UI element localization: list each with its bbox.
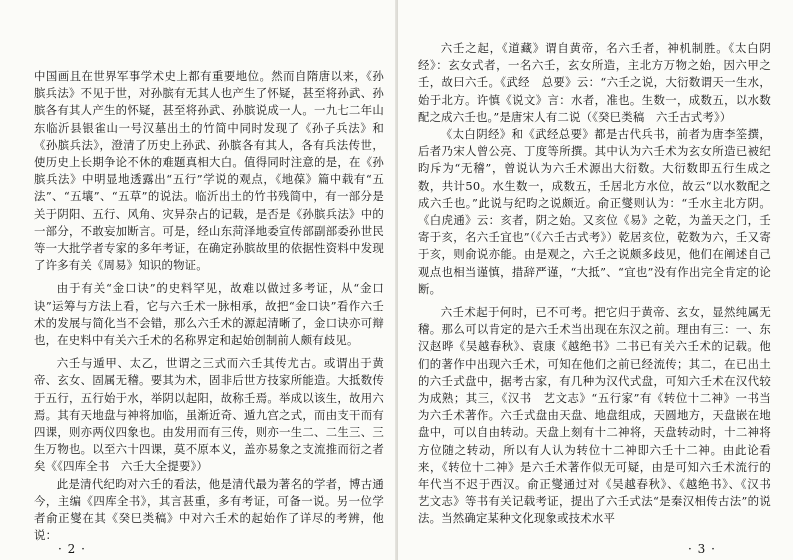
paragraph: 中国画且在世界军事学术史上都有重要地位。然而自隋唐以来，《孙膑兵法》不见于世，对孙膑有无其人也产生了怀疑，甚至将孙武、孙膑各有其人产生的怀疑，甚至将孙武、孙膑说成一人。一九七二年山东临沂县银雀山一号汉墓出土的竹简中同时发现了《孙子兵法》和《孙膑兵法》，澄清了历史上孙武、孙膑各有其人，各有兵法传世，使历史上长期争论不休的难题真相大白。值得同时注意的是，在《孙膑兵法》中明显地透露出“五行”学说的观点，《地葆》篇中载有“五法”、“五壤”、“五草”的说法。临沂出土的竹书残简中，有一部分是关于阴阳、五行、风角、灾异杂占的记载，是否是《孙膑兵法》中的一部分，不敢妄加断言。可是，经山东菏泽地委宣传部副部委孙世民等一大批学者专家的多年考证，在确定孙膑故里的依据性资料中发现了许多有关《周易》知识的物证。	[34, 69, 384, 273]
page-number: · 2 ·	[58, 542, 86, 556]
right-page-text	[418, 40, 783, 528]
paragraph: 六壬与遁甲、太乙，世谓之三式而六壬其传尤古。或谓出于黄帝、玄女、固属无稽。要其为术，固非后世方技家所能造。大抵数传于五行，五行始于水，举阴以起阳，故称壬焉。举成以该生，故用六焉。其有天地盘与神将加临，虽渐近奇、遁九宫之式，而由支干而有四课，则亦两仪四象也。由发用而有三传，则亦一生二、二生三、三生万物也。以至六十四课，莫不原本义，盖亦易象之支流推而衍之者矣《《四库全书 六壬大全提要》）	[34, 356, 384, 474]
left-page-text	[34, 68, 384, 544]
right-page	[398, 0, 793, 560]
paragraph: 由于有关“金口诀”的史料罕见，故难以做过多考证，从“金口诀”运筹与方法上看，它与六壬术一脉相承，故把“金口诀”看作六壬术的发展与简化当不会错，那么六壬术的源起清晰了，金口诀亦可辩也，在史料中有关六壬术的名称界定和起始创制前人颇有歧见。	[34, 281, 384, 348]
paragraph: 六壬之起，《道藏》谓自黄帝，名六壬者，神机制胜。《太白阴经》：玄女式者，一名六壬，玄女所造，主北方万物之始，因六甲之壬，故曰六壬。《武经 总要》云：“六壬之说，大衍数谓天一生水，始于北方。许慎《说文》言：水者，准也。生数一，成数五，以水数配之成六壬也。”是唐宋人有二说（《癸巳类稿 六壬古式考》）	[418, 41, 771, 124]
paragraph: 此是清代纪昀对六壬的看法，他是清代最为著名的学者，博古通今，主编《四库全书》，其言甚重，多有考证，可备一说。另一位学者俞正燮在其《癸巳类稿》中对六壬术的起始作了详尽的考辨，他说：	[34, 476, 384, 543]
paragraph: 《太白阴经》和《武经总要》都是古代兵书，前者为唐李筌撰，后者乃宋人曾公亮、丁度等所撰。其中认为六壬术为玄女所造已被纪昀斥为“无稽”，曾说认为六壬术源出大衍数。大衍数即五行生成之数，共计50。水生数一，成数五，壬居北方水位，故云“以水数配之成六壬也。”此说与纪昀之说颇近。俞正燮则认为：“壬水主北方阴。《白虎通》云：亥者，阴之始。又亥位《易》之乾，为盖天之门，壬寄于亥，名六壬宜也”（《六壬古式考》）乾居亥位，乾数为六，壬又寄于亥，则俞说亦能。由是观之，六壬之说颇多歧见，他们在阐述自己观点也相当谨慎，措辞严谨，“大抵”、“宜也”没有作出完全肯定的论断。	[418, 127, 771, 296]
page-number: · 3 ·	[688, 542, 716, 556]
paragraph: 六壬术起于何时，已不可考。把它归于黄帝、玄女，显然纯属无稽。那么可以肯定的是六壬术当出现在东汉之前。理由有三：一、东汉赵晔《吴越春秋》、袁康《越绝书》二书已有关六壬术的记载。他们的著作中出现六壬术，可知在他们之前已经流传；其二，在已出土的六壬式盘中，据考古家，有几种为汉代式盘，可知六壬术在汉代较为成熟；其三，《汉书 艺文志》“五行家”有《转位十二神》一书当为六壬术著作。六壬式盘由天盘、地盘组成，天圆地方，天盘嵌在地盘中，可以自由转动。天盘上刻有十二神将，天盘转动时，十二神将方位随之转动，所以有人认为转位十二神即六壬十二神。由此论看来，《转位十二神》是六壬术著作似无可疑，由是可知六壬术流行的年代当不迟于西汉。俞正燮通过对《吴越春秋》、《越绝书》、《汉书 艺文志》等书有关记载考证，提出了六壬式法“是秦汉相传古法”的说法。当然确定某种文化现象或技术水平	[418, 305, 783, 526]
